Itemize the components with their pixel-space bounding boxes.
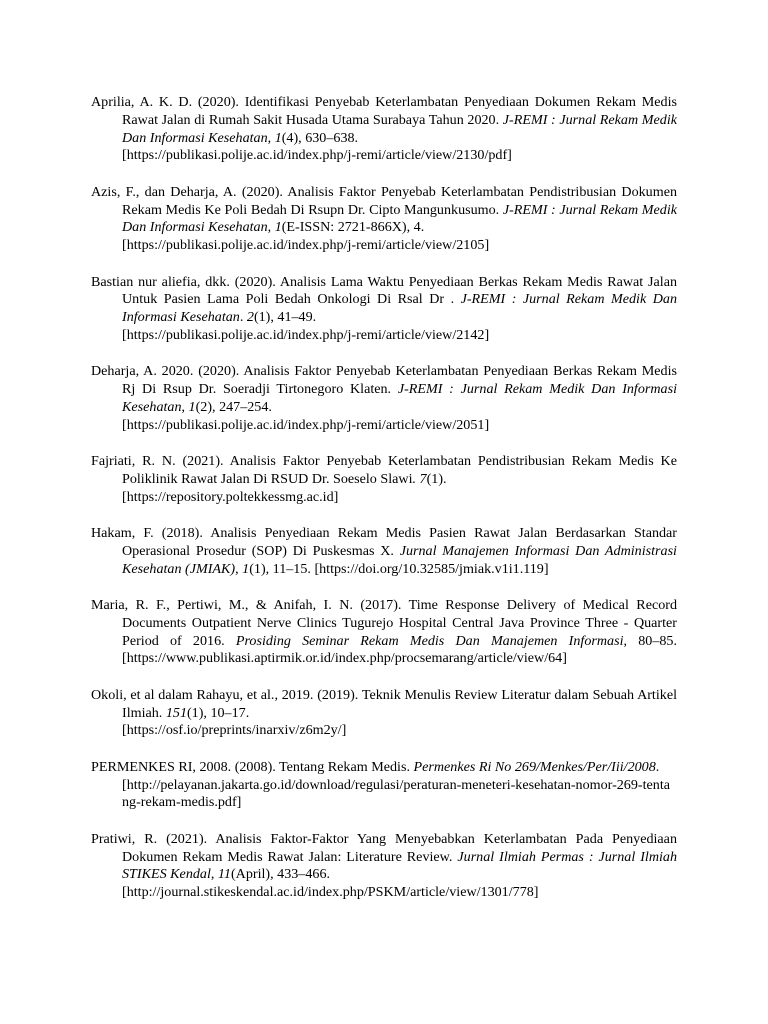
reference-url: [http://journal.stikeskendal.ac.id/index.php/PSKM/article/view/1301/778]: [122, 884, 539, 901]
reference-italic-text: Permenkes Ri No 269/Menkes/Per/Iii/2008: [413, 758, 656, 775]
reference-text: Okoli, et al dalam Rahayu, et al., 2019. (2019). Teknik Menulis Review Literatur dalam Sebuah Artikel Ilmiah.: [91, 686, 677, 721]
reference-entry: [91, 525, 677, 578]
reference-text: Hakam, F. (2018). Analisis Penyediaan Rekam Medis Pasien Rawat Jalan Berdasarkan Standar Operasional Prosedur (SOP) Di Puskesmas X.: [91, 525, 677, 559]
reference-entry: [91, 831, 677, 902]
reference-italic-text: J-REMI : Jurnal Rekam Medik Dan Informasi Kesehatan: [122, 381, 678, 415]
reference-italic-text: 1: [188, 398, 196, 415]
reference-text: ,: [235, 560, 243, 577]
reference-italic-text: 1: [242, 560, 250, 577]
reference-entry: [91, 597, 677, 668]
reference-text: Azis, F., dan Deharja, A. (2020). Analisis Faktor Penyebab Keterlambatan Pendistribusian Dokumen Rekam Medis Ke Poli Bedah Di Rsupn Dr. Cipto Mangunkusumo.: [91, 183, 677, 218]
reference-italic-text: J-REMI : Jurnal Rekam Medik Dan Informasi Kesehatan: [122, 201, 677, 236]
reference-url: [https://publikasi.polije.ac.id/index.php/j-remi/article/view/2130/pdf]: [122, 147, 512, 164]
reference-text: (2), 247–254.: [195, 398, 272, 415]
reference-entry: [91, 274, 677, 345]
reference-text: .: [239, 309, 247, 326]
reference-entry: [91, 94, 677, 165]
reference-text: (1), 41–49.: [253, 309, 317, 326]
reference-text: (1).: [426, 470, 447, 487]
reference-text: ,: [210, 866, 218, 883]
reference-entry: [91, 759, 677, 812]
reference-url: [https://publikasi.polije.ac.id/index.php/j-remi/article/view/2105]: [122, 237, 490, 254]
reference-italic-text: 1: [274, 129, 282, 146]
reference-entry: [91, 363, 677, 434]
reference-text: (E-ISSN: 2721-866X), 4.: [281, 219, 425, 236]
reference-text: ,: [181, 398, 189, 415]
reference-italic-text: J-REMI : Jurnal Rekam Medik Dan Informasi Kesehatan: [122, 291, 677, 326]
reference-text: (4), 630–638.: [281, 129, 359, 146]
reference-entry: [91, 687, 677, 740]
reference-text: (April), 433–466.: [230, 866, 331, 883]
reference-italic-text: 2: [246, 309, 254, 326]
reference-italic-text: 1: [274, 219, 282, 236]
reference-url: [http://pelayanan.jakarta.go.id/download/regulasi/peraturan-meneteri-kesehatan-nomor-269-tentang-rekam-medis.pdf]: [122, 776, 670, 811]
reference-text: Fajriati, R. N. (2021). Analisis Faktor Penyebab Keterlambatan Pendistribusian Rekam Medis Ke Poliklinik Rawat Jalan Di RSUD Dr. Soeselo Slawi: [91, 453, 677, 487]
reference-text: PERMENKES RI, 2008. (2008). Tentang Rekam Medis.: [91, 758, 414, 775]
reference-url: [https://osf.io/preprints/inarxiv/z6m2y/]: [122, 722, 347, 739]
reference-text: Bastian nur aliefia, dkk. (2020). Analisis Lama Waktu Penyediaan Berkas Rekam Medis Rawat Jalan Untuk Pasien Lama Poli Bedah Onkologi Di Rsal Dr .: [91, 273, 677, 308]
reference-list: [91, 94, 677, 921]
reference-italic-text: Prosiding Seminar Rekam Medis Dan Manajemen Informasi: [235, 632, 624, 649]
reference-italic-text: 11: [217, 866, 231, 883]
reference-text: Pratiwi, R. (2021). Analisis Faktor-Faktor Yang Menyebabkan Keterlambatan Pada Penyediaan Dokumen Rekam Medis Rawat Jalan: Literature Review.: [91, 830, 677, 865]
reference-italic-text: 151: [165, 704, 187, 721]
reference-text: (1), 11–15. [https://doi.org/10.32585/jmiak.v1i1.119]: [249, 560, 549, 577]
reference-text: (1), 10–17.: [186, 704, 250, 721]
reference-text: .: [655, 758, 660, 775]
reference-entry: [91, 184, 677, 255]
reference-italic-text: . 7: [412, 470, 427, 487]
reference-text: Deharja, A. 2020. (2020). Analisis Faktor Penyebab Keterlambatan Penyediaan Berkas Rekam Medis Rj Di Rsup Dr. Soeradji Tirtonegoro Klaten.: [91, 363, 677, 398]
reference-text: Maria, R. F., Pertiwi, M., & Anifah, I. N. (2017). Time Response Delivery of Medical Record Documents Outpatient Nerve Clinics Tugurejo Hospital Central Java Province Three - Quarter Period of 2016.: [91, 597, 677, 649]
reference-text: ,: [267, 129, 275, 146]
reference-url: [https://publikasi.polije.ac.id/index.php/j-remi/article/view/2051]: [122, 416, 490, 433]
reference-url: [https://repository.poltekkessmg.ac.id]: [122, 488, 339, 505]
reference-text: ,: [267, 219, 275, 236]
reference-italic-text: Jurnal Ilmiah Permas : Jurnal Ilmiah STIKES Kendal: [122, 848, 678, 883]
reference-text: Aprilia, A. K. D. (2020). Identifikasi Penyebab Keterlambatan Penyediaan Dokumen Rekam Medis Rawat Jalan di Rumah Sakit Husada Utama Surabaya Tahun 2020.: [91, 94, 677, 128]
reference-italic-text: Jurnal Manajemen Informasi Dan Administrasi Kesehatan (JMIAK): [122, 542, 677, 577]
reference-url: [https://publikasi.polije.ac.id/index.php/j-remi/article/view/2142]: [122, 326, 490, 343]
reference-italic-text: J-REMI : Jurnal Rekam Medik Dan Informasi Kesehatan: [122, 111, 677, 146]
reference-text: , 80–85. [https://www.publikasi.aptirmik.or.id/index.php/procsemarang/article/view/64]: [122, 632, 677, 667]
reference-entry: [91, 453, 677, 506]
